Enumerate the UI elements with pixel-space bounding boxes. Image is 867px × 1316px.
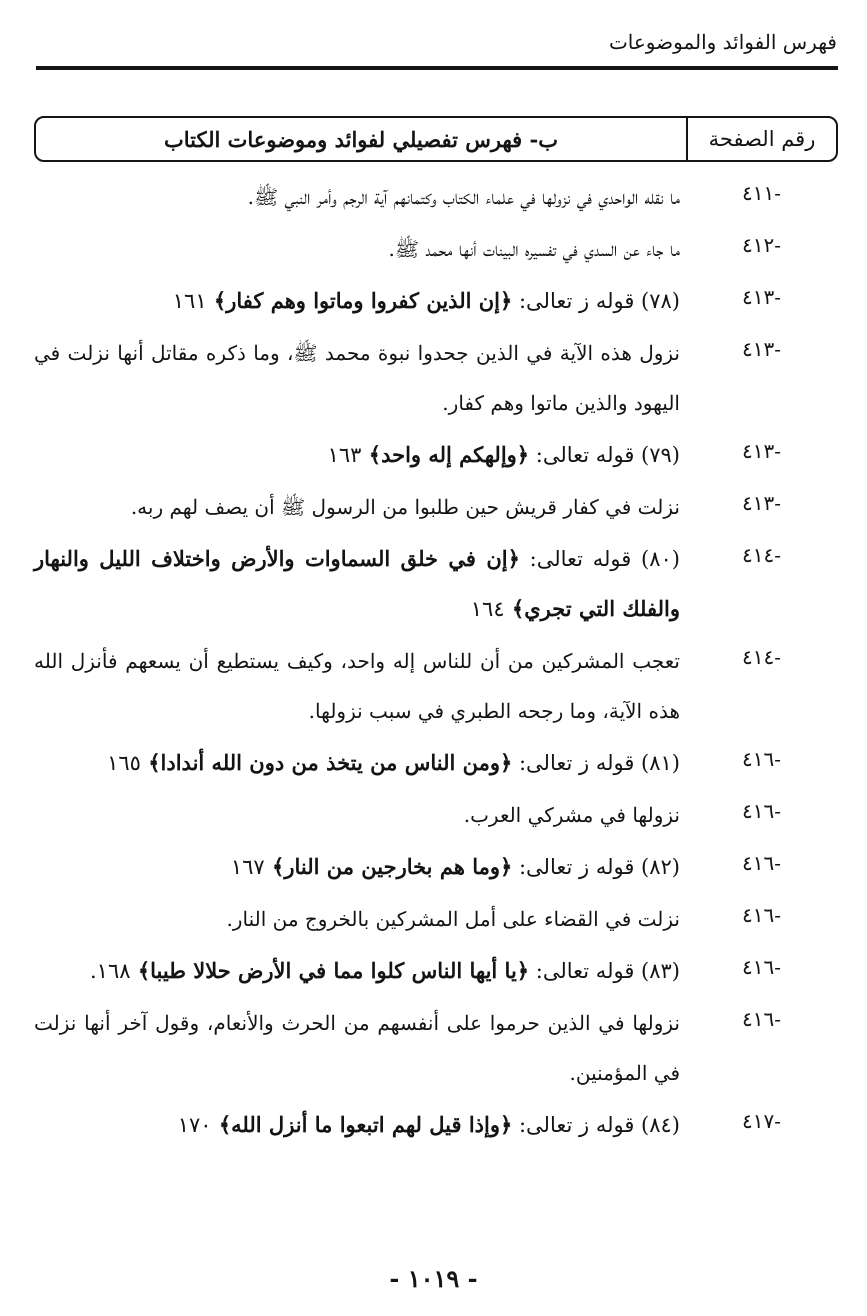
entry-page-number: ٤١٣- (742, 439, 781, 463)
verse-entry (34, 840, 680, 892)
index-table-header (34, 116, 838, 162)
entry-page-number: ٤١٣- (742, 285, 781, 309)
verse-quote: ﴿إن الذين كفروا وماتوا وهم كفار﴾ (206, 288, 513, 313)
entry-text: نزلت في القضاء على أمل المشركين بالخروج من النار. (226, 907, 680, 931)
entry-text: نزلت في كفار قريش حين طلبوا من الرسول ﷺ أن يصف لهم ربه. (130, 495, 680, 519)
verse-quote: ﴿وإذا قيل لهم اتبعوا ما أنزل الله﴾ (211, 1112, 513, 1137)
entry-text: ما جاء عن السدي في تفسيره البينات أنها محمد ﷺ. (388, 237, 680, 261)
verse-entry (34, 428, 680, 480)
header-rule (36, 66, 838, 70)
index-entry (30, 274, 840, 326)
entry-text: نزول هذه الآية في الذين جحدوا نبوة محمد ﷺ، وما ذكره مقاتل أنها نزلت في اليهود والذين ماتوا وهم كفار. (34, 341, 680, 415)
verse-entry (34, 274, 680, 326)
verse-reference: ١٧٠ (177, 1113, 212, 1137)
entry-page-number: ٤١٢- (742, 233, 781, 257)
verse-entry (34, 532, 680, 634)
index-entry (30, 222, 840, 274)
verse-intro: (٧٩) قوله تعالى: (529, 443, 680, 467)
entry-page-number: ٤١٤- (742, 645, 781, 669)
verse-quote: ﴿إن في خلق السماوات والأرض واختلاف الليل والنهار والفلك التي تجري﴾ (34, 546, 680, 621)
index-entry (30, 170, 840, 222)
verse-reference: ١٦٨. (89, 959, 131, 983)
index-entry (30, 480, 840, 532)
entry-text: تعجب المشركين من أن للناس إله واحد، وكيف يستطيع أن يسعهم فأنزل الله هذه الآية، وما رجحه الطبري في سبب نزولها. (34, 649, 680, 723)
verse-quote: ﴿يا أيها الناس كلوا مما في الأرض حلالا طيبا﴾ (130, 958, 530, 983)
entry-page-number: ٤١٣- (742, 491, 781, 515)
verse-quote: ﴿ومن الناس من يتخذ من دون الله أندادا﴾ (140, 750, 513, 775)
verse-intro: (٨٣) قوله تعالى: (529, 959, 680, 983)
entry-page-number: ٤١٦- (742, 903, 781, 927)
index-entry (30, 892, 840, 944)
verse-reference: ١٦٣ (327, 443, 362, 467)
entry-page-number: ٤١٦- (742, 799, 781, 823)
entry-text: ما نقله الواحدي في نزولها في علماء الكتاب وكتمانهم آية الرجم وأمر النبي ﷺ. (247, 185, 680, 209)
verse-intro: (٨٢) قوله ز تعالى: (512, 855, 680, 879)
verse-intro: (٨٤) قوله ز تعالى: (512, 1113, 680, 1137)
index-entry (30, 840, 840, 892)
index-entry (30, 532, 840, 634)
verse-entry (34, 944, 680, 996)
entry-page-number: ٤١٦- (742, 747, 781, 771)
entry-text: نزولها في الذين حرموا على أنفسهم من الحرث والأنعام، وقول آخر أنها نزلت في المؤمنين. (34, 1011, 680, 1085)
entry-page-number: ٤١٦- (742, 1007, 781, 1031)
index-entry (30, 788, 840, 840)
entry-page-number: ٤١١- (742, 181, 781, 205)
verse-entry (34, 736, 680, 788)
entry-page-number: ٤١٦- (742, 851, 781, 875)
verse-reference: ١٦٤ (470, 597, 505, 621)
entry-page-number: ٤١٤- (742, 543, 781, 567)
index-entry (30, 996, 840, 1098)
verse-reference: ١٦٥ (107, 751, 141, 775)
entry-page-number: ٤١٧- (742, 1109, 781, 1133)
index-entry (30, 944, 840, 996)
verse-intro: (٧٨) قوله ز تعالى: (512, 289, 680, 313)
index-entry (30, 428, 840, 480)
running-header: فهرس الفوائد والموضوعات (608, 30, 837, 54)
verse-intro: (٨١) قوله ز تعالى: (512, 751, 680, 775)
verse-reference: ١٦٧ (230, 855, 265, 879)
index-entries (30, 170, 840, 1150)
index-title: ب- فهرس تفصيلي لفوائد وموضوعات الكتاب (164, 126, 558, 152)
index-entry (30, 634, 840, 736)
page-number-column-header: رقم الصفحة (686, 118, 836, 160)
verse-quote: ﴿وإلهكم إله واحد﴾ (361, 442, 530, 467)
verse-intro: (٨٠) قوله تعالى: (519, 547, 680, 571)
index-entry (30, 736, 840, 788)
index-entry (30, 1098, 840, 1150)
index-entry (30, 326, 840, 428)
verse-reference: ١٦١ (172, 289, 207, 313)
entry-page-number: ٤١٣- (742, 337, 781, 361)
page-number-footer: - ١٠١٩ - (389, 1264, 478, 1293)
verse-entry (34, 1098, 680, 1150)
verse-quote: ﴿وما هم بخارجين من النار﴾ (264, 854, 513, 879)
entry-page-number: ٤١٦- (742, 955, 781, 979)
entry-text: نزولها في مشركي العرب. (463, 803, 680, 827)
